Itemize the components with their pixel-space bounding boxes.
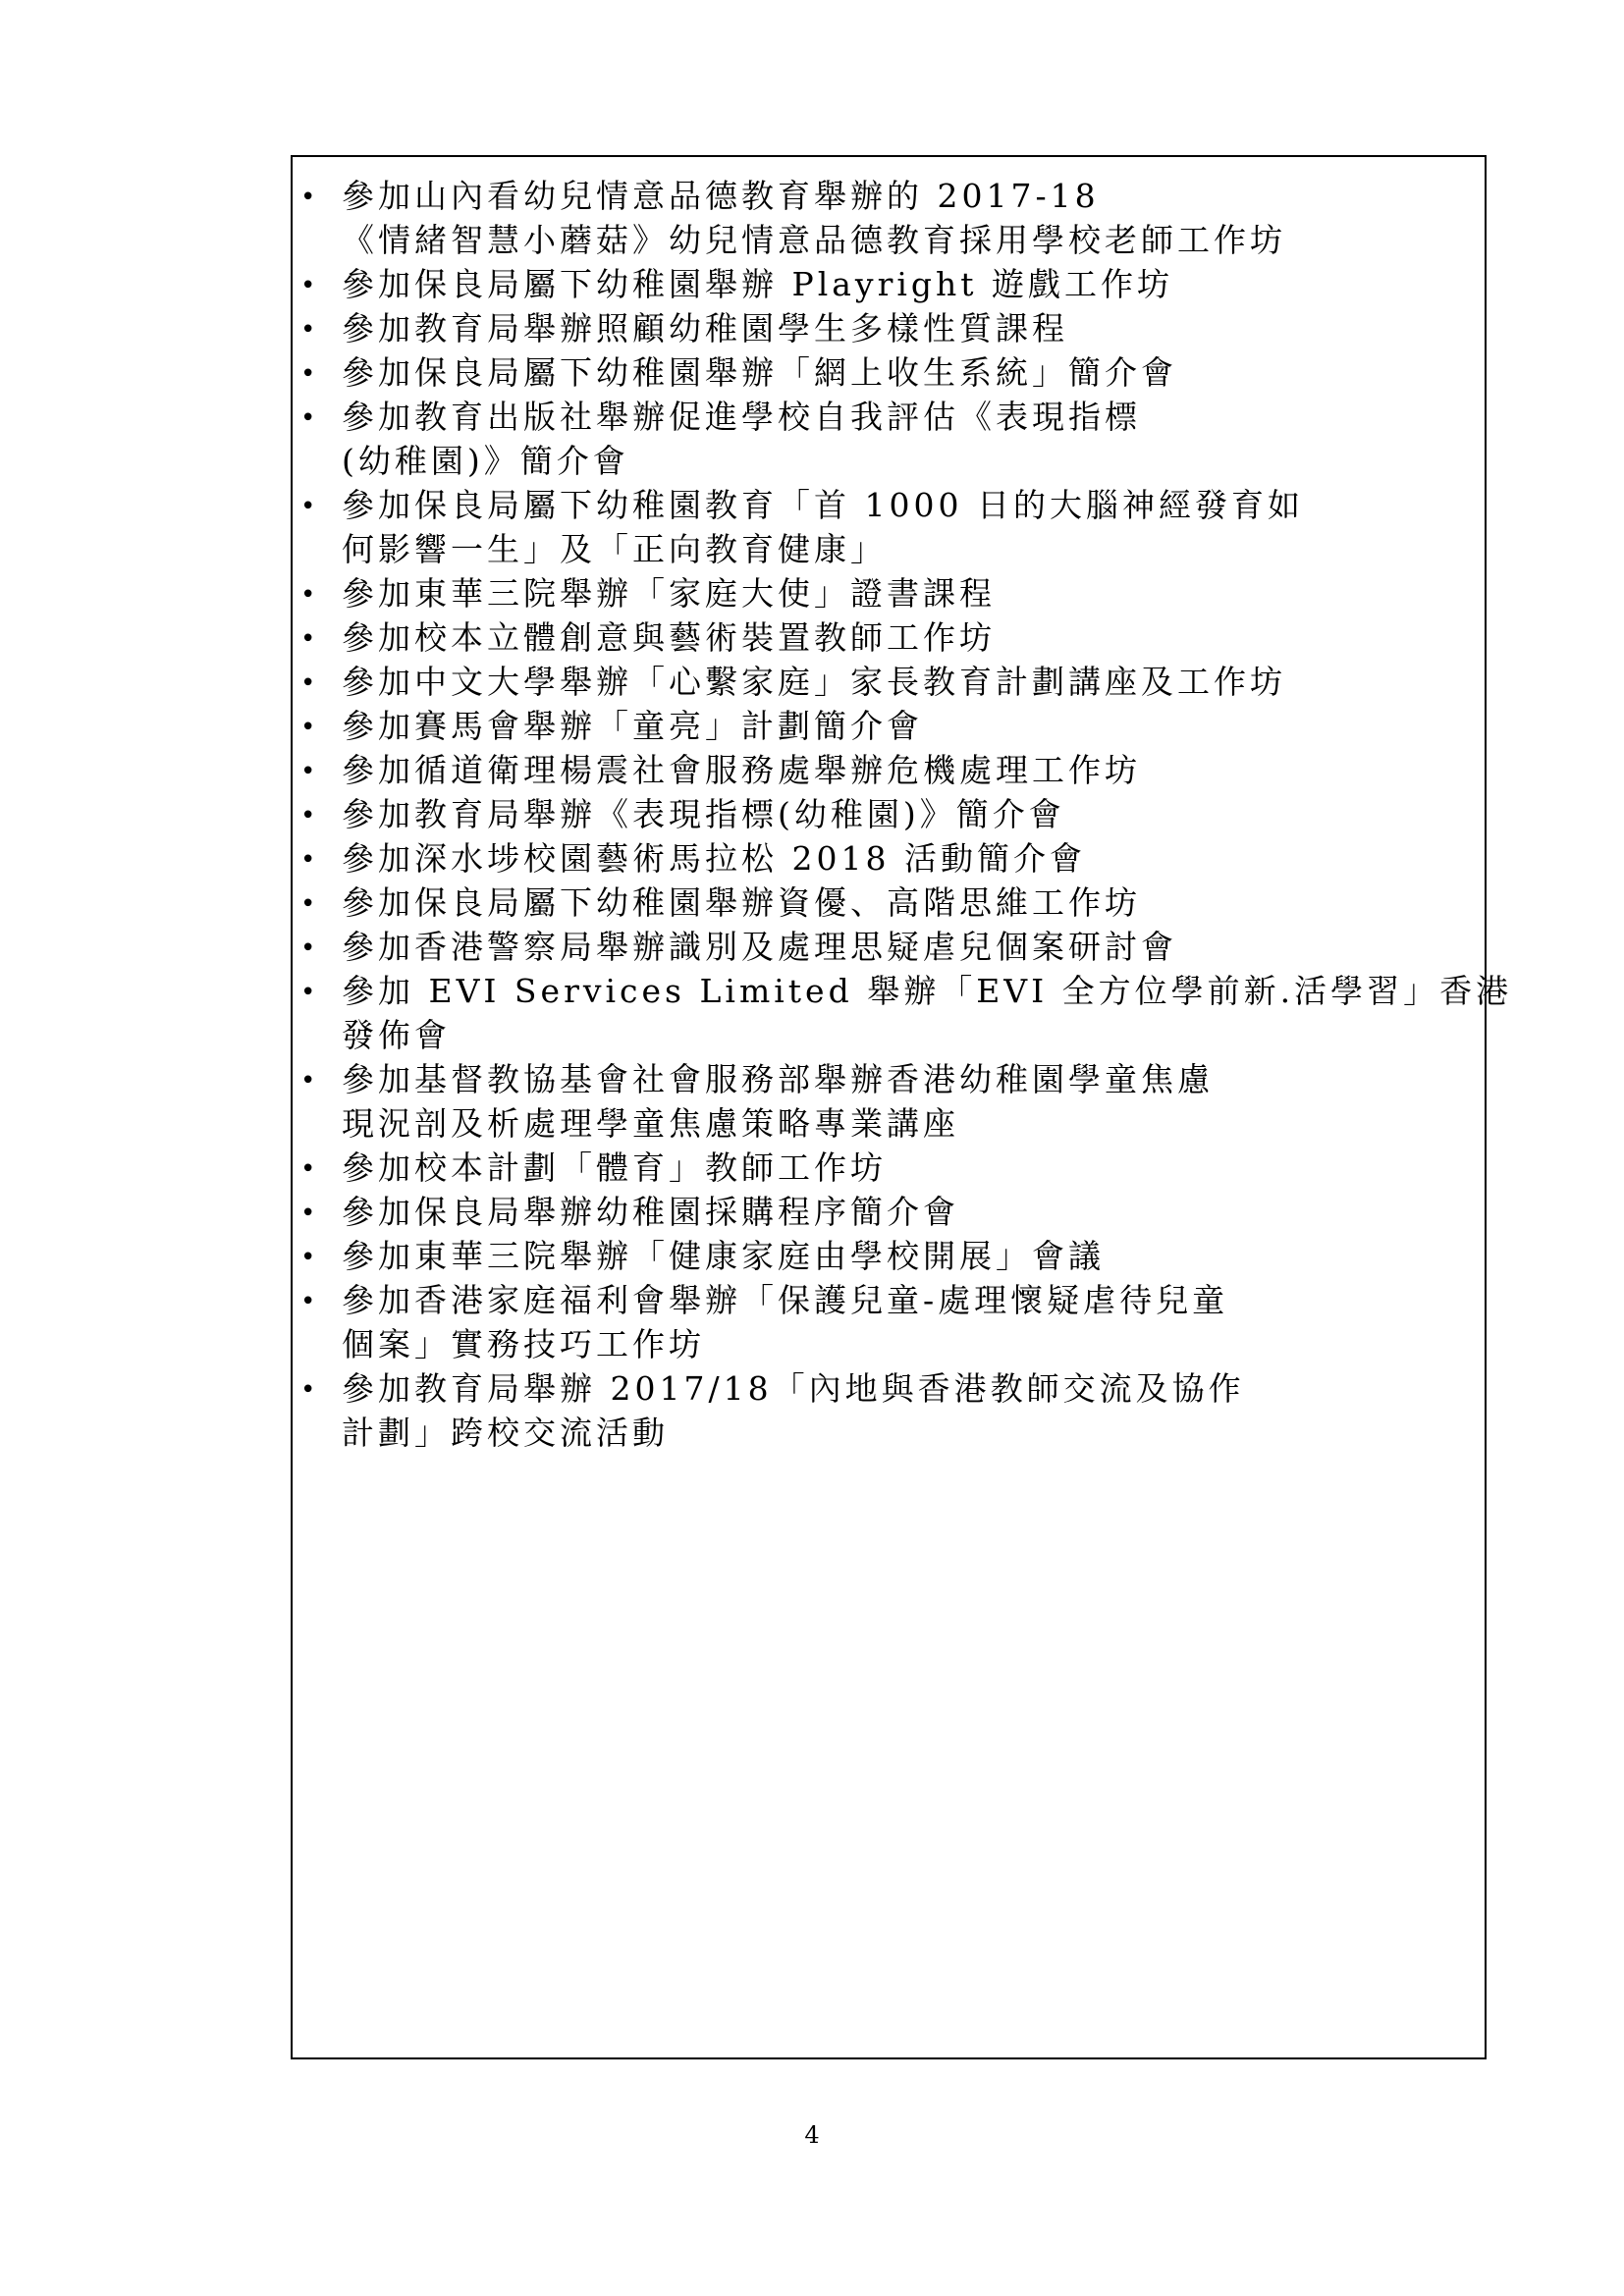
bullet-icon: • [300,757,316,786]
bullet-icon: • [300,889,316,919]
list-item-text: 參加東華三院舉辦「健康家庭由學校開展」會議 [342,1237,1105,1275]
list-item-text: 參加保良局屬下幼稚園舉辦 Playright 遊戲工作坊 [342,265,1174,303]
list-item-text: 參加教育局舉辦《表現指標(幼稚園)》簡介會 [342,795,1065,833]
list-item-text: 參加中文大學舉辦「心繫家庭」家長教育計劃講座及工作坊 [342,663,1286,701]
bullet-icon: • [300,315,316,345]
list-item [293,972,1513,1060]
page-number: 4 [804,2121,820,2149]
list-item [293,1237,1485,1281]
list-item [293,1193,1485,1237]
bullet-icon: • [300,271,316,300]
bullet-icon: • [300,183,316,212]
list-item [293,1281,1485,1369]
list-item [293,1148,1485,1193]
list-item [293,663,1485,707]
bullet-icon: • [300,580,316,610]
list-item-text: 參加教育局舉辦照顧幼稚園學生多樣性質課程 [342,309,1068,347]
list-item-text-continued: 發佈會 [342,1016,451,1054]
list-item-text-continued: 個案」實務技巧工作坊 [342,1325,705,1363]
list-item [293,574,1485,618]
bullet-icon: • [300,403,316,433]
bullet-icon: • [300,359,316,389]
bullet-icon: • [300,668,316,698]
list-item-text: 參加東華三院舉辦「家庭大使」證書課程 [342,574,996,613]
bullet-icon: • [300,1154,316,1184]
bullet-icon: • [300,624,316,654]
list-item-text: 參加校本計劃「體育」教師工作坊 [342,1148,887,1187]
bullet-icon: • [300,1375,316,1405]
list-item-text: 參加保良局舉辦幼稚園採購程序簡介會 [342,1193,959,1231]
list-item-text: 參加保良局屬下幼稚園教育「首 1000 日的大腦神經發育如 [342,486,1304,524]
list-item-text: 參加保良局屬下幼稚園舉辦資優、高階思維工作坊 [342,883,1141,922]
list-item-text: 參加教育局舉辦 2017/18「內地與香港教師交流及協作 [342,1369,1245,1408]
list-item-text-continued: 何影響一生」及「正向教育健康」 [342,530,887,568]
list-item [293,265,1485,309]
list-item [293,1369,1485,1458]
bullet-icon: • [300,934,316,963]
list-item-text: 參加 EVI Services Limited 舉辦「EVI 全方位學前新.活學習」香港 [342,972,1513,1010]
list-item-text: 參加基督教協基會社會服務部舉辦香港幼稚園學童焦慮 [342,1060,1214,1098]
list-item-text-continued: 《情緒智慧小蘑菇》幼兒情意品德教育採用學校老師工作坊 [342,221,1286,259]
list-item-text: 參加深水埗校園藝術馬拉松 2018 活動簡介會 [342,839,1086,878]
list-item-text: 參加保良局屬下幼稚園舉辦「網上收生系統」簡介會 [342,353,1177,392]
list-item [293,309,1485,353]
list-item-text: 參加香港警察局舉辦識別及處理思疑虐兒個案研討會 [342,928,1177,966]
list-item-text: 參加賽馬會舉辦「童亮」計劃簡介會 [342,707,923,745]
list-item [293,353,1485,398]
list-item-text: 參加教育出版社舉辦促進學校自我評估《表現指標 [342,398,1141,436]
list-item-text: 參加循道衛理楊震社會服務處舉辦危機處理工作坊 [342,751,1141,789]
list-item [293,707,1485,751]
list-item [293,177,1485,265]
list-item [293,398,1485,486]
list-item-text: 參加香港家庭福利會舉辦「保護兒童-處理懷疑虐待兒童 [342,1281,1229,1319]
bullet-icon: • [300,845,316,875]
list-item-text: 參加校本立體創意與藝術裝置教師工作坊 [342,618,996,657]
list-item [293,486,1485,574]
list-item [293,795,1485,839]
list-item-text-continued: 現況剖及析處理學童焦慮策略專業講座 [342,1104,959,1143]
list-item-text-continued: 計劃」跨校交流活動 [342,1414,669,1452]
list-item [293,883,1485,928]
list-item-text: 參加山內看幼兒情意品德教育舉辦的 2017-18 [342,177,1100,215]
bullet-icon: • [300,492,316,521]
activities-table-cell [291,155,1513,2059]
list-item [293,618,1485,663]
list-item [293,751,1485,795]
list-item [293,1060,1485,1148]
bullet-icon: • [300,1243,316,1272]
bullet-icon: • [300,978,316,1007]
bullet-icon: • [300,1199,316,1228]
bullet-icon: • [300,713,316,742]
list-item [293,839,1485,883]
bullet-icon: • [300,1066,316,1095]
list-item-text-continued: (幼稚園)》簡介會 [342,442,629,480]
bullet-icon: • [300,1287,316,1316]
bullet-icon: • [300,801,316,830]
list-item [293,928,1485,972]
activity-list [293,157,1513,2057]
